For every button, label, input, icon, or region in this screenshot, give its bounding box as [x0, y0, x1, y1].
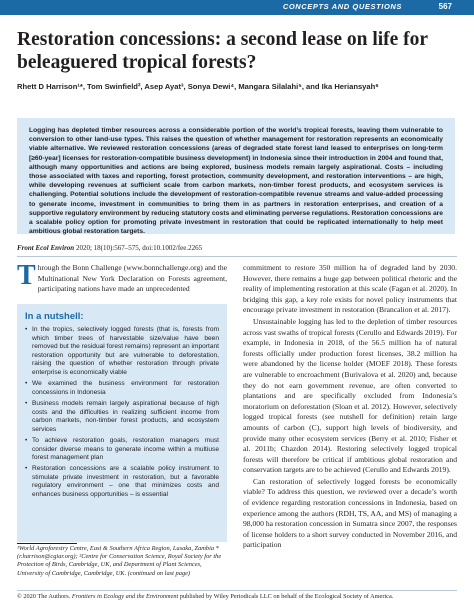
divider — [17, 256, 457, 257]
intro-paragraph — [17, 260, 227, 295]
author-list: Rhett D Harrison¹*, Tom Swinfield², Asep Ayat³, Sonya Dewi⁴, Mangara Silalahi⁵, and Ika Heriansyah⁶ — [17, 82, 379, 91]
nutshell-heading: In a nutshell: — [25, 311, 84, 322]
footer-prefix: © 2020 The Authors. — [17, 593, 72, 600]
body-paragraph: commitment to restore 350 million ha of degraded land by 2030. However, there remains a huge gap between political rhetoric and the reality of implementing restoration at this scale (Fagan et al. 2020). In bridging this gap, a key role exists for novel policy instruments that encourage private investment in restoration (Brancalion et al. 2017). — [243, 263, 457, 315]
citation-details: 2020; 18(10):567–575, doi:10.1002/fee.2265 — [74, 244, 203, 252]
drop-cap: T — [17, 260, 36, 291]
footer-journal: Frontiers in Ecology and the Environment — [71, 593, 179, 600]
nutshell-item: • We examined the business environment for restoration concessions in Indonesia — [25, 380, 219, 397]
header-bar — [0, 0, 474, 15]
footer-divider — [17, 590, 457, 591]
abstract: Logging has depleted timber resources across a considerable portion of the world’s tropical forests, leaving them vulnerable to conversion to other land-use types. This raises the question of whether management for restoration represents an economically viable alternative. We reviewed restoration concessions (areas of degraded state forest land leased to enterprises on long-term [≥60-year] licenses for restoration-compatible business development) in Indonesia since their introduction in 2004 and found that, although many opportunities and actions are being explored, business models remain largely aspirational. Costs – including those associated with taxes and reporting, forest protection, community development, and restoration interventions – are high, while developing revenues at sufficient scale from carbon markets, non-timber forest products, and ecosystem services is challenging. Potential solutions include the development of restoration-compatible revenue streams and value-added processing to generate income, investment in communities to bring them in as partners in restoration enterprises, and creation of a supportive regulatory environment by reducing statutory costs and eliminating perverse regulations. Restoration concessions are a scalable policy option for promoting private investment in restoration that could be replicated internationally to help meet ambitious global restoration targets. — [17, 118, 455, 234]
copyright-footer — [17, 593, 457, 601]
affiliation-footnote: ¹World Agroforestry Centre, East & Southern Africa Region, Lusaka, Zambia *(r.harrison@cgiar.org); ²Centre for Conservation Science, Royal Society for the Protection of Birds, Cambridge, UK, and Department of Plant Sciences, University of Cambridge, Cambridge, UK. (continued on last page) — [17, 545, 222, 577]
nutshell-box — [17, 304, 227, 542]
intro-text: hrough the Bonn Challenge (www.bonnchallenge.org) and the Multinational New York Declaration on Forests agreement, participating nations have made an unprecedented — [37, 263, 227, 293]
body-paragraph: Unsustainable logging has led to the depletion of timber resources across vast swaths of tropical forests (Cerullo and Edwards 2019). For example, in Indonesia in 2018, of the 56.5 million ha of natural forests officially under production forest licenses, 38.2 million ha were abandoned by the license holder (MOEF 2018). These forests are vulnerable to encroachment (Burivalova et al. 2020) and, because they do not earn government revenue, are often converted to plantations and are specifically excluded from Indonesia’s moratorium on deforestation (Sloan et al. 2012). However, selectively logged tropical forests (see nutshell for definition) retain large amounts of carbon (C), support high levels of biodiversity, and provide many other ecosystem services (Berry et al. 2010; Fisher et al. 2011b; Chazdon 2014). Restoring selectively logged tropical forests will therefore be critical if ambitious global restoration and conservation targets are to be achieved (Cerullo and Edwards 2019). — [243, 316, 457, 475]
footnote-divider — [17, 543, 77, 544]
article-title: Restoration concessions: a second lease on life for beleaguered tropical forests? — [17, 29, 428, 73]
nutshell-item: • In the tropics, selectively logged forests (that is, forests from which timber trees of harvestable size/value have been removed but the residual forest remains) represent an important restoration opportunity but are vulnerable to deforestation, raising the question of whether restoration through private enterprise is economically viable — [25, 326, 219, 378]
nutshell-item: • To achieve restoration goals, restoration managers must consider diverse means to generate income within a multiuse forest management plan — [25, 437, 219, 463]
nutshell-item: • Business models remain largely aspirational because of high costs and the difficulties in realizing sufficient income from carbon markets, non-timber forest products, and ecosystem services — [25, 400, 219, 434]
page-number: 567 — [438, 2, 452, 11]
body-paragraph: Can restoration of selectively logged forests be economically viable? To address this question, we reviewed over a decade’s worth of evidence regarding restoration concessions in Indonesia, based on experience among the authors (RDH, TS, AA, and MS) of managing a 98,000 ha restoration concession in Sumatra since 2007, the responses of license holders to a short survey conducted in November 2016, and participation — [243, 476, 457, 550]
nutshell-list — [25, 326, 219, 500]
citation — [17, 244, 457, 253]
section-label: CONCEPTS AND QUESTIONS — [282, 2, 402, 11]
footer-suffix: published by Wiley Periodicals LLC on behalf of the Ecological Society of America. — [178, 593, 394, 600]
citation-journal: Front Ecol Environ — [17, 244, 75, 252]
nutshell-item: • Restoration concessions are a scalable policy instrument to stimulate private investment in restoration, but a favorable regulatory environment – one that minimizes costs and enhances business opportunities – is essential — [25, 465, 219, 499]
right-column — [243, 263, 457, 551]
